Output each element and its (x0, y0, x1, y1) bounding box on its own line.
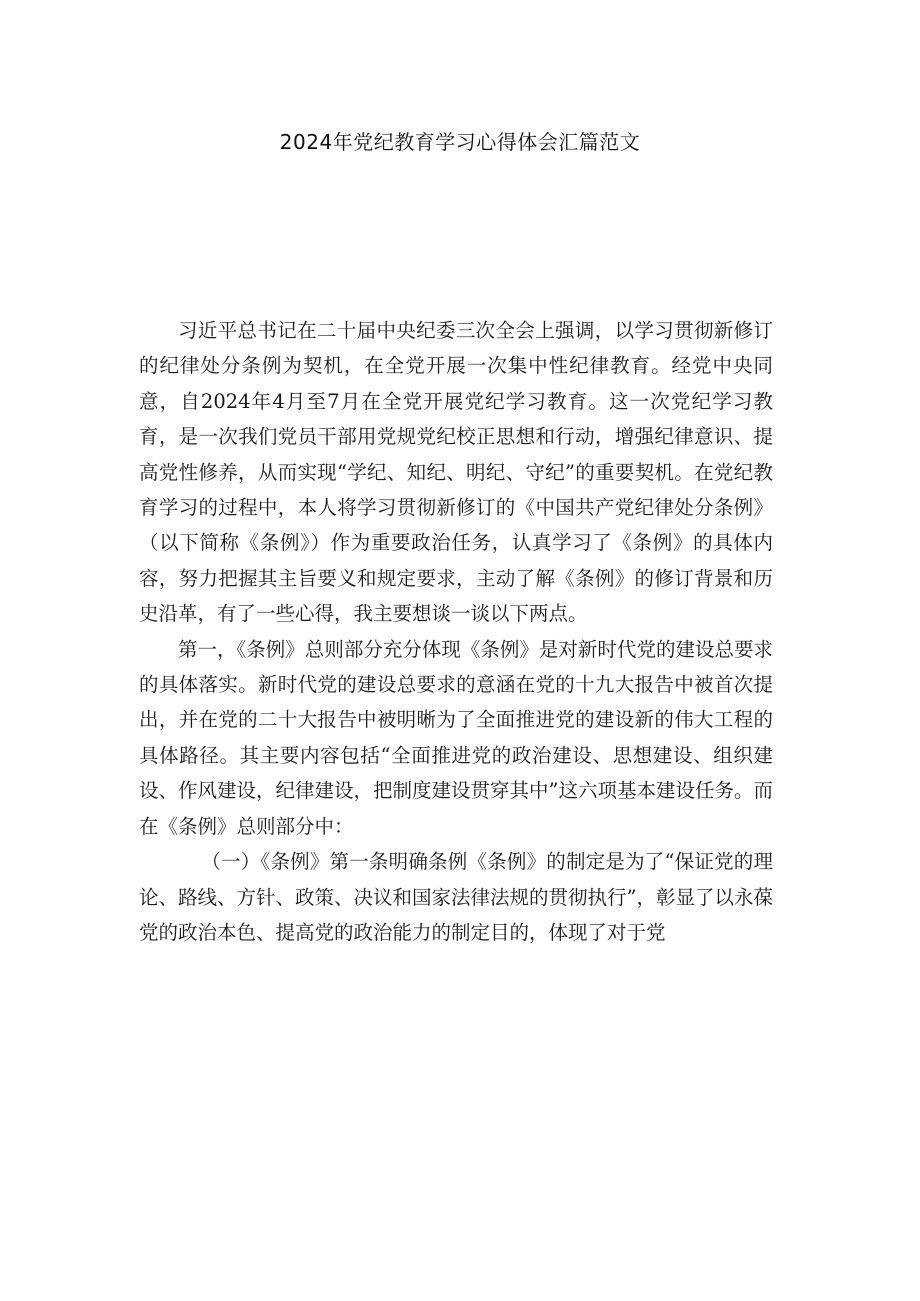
paragraph-sub-point-1: （一）《条例》第一条明确条例《条例》的制定是为了“保证党的理论、路线、方针、政策、决议和国家法律法规的贯彻执行”，彰显了以永葆党的政治本色、提高党的政治能力的制定目的，体现了对于党 (139, 850, 773, 944)
document-body (139, 313, 773, 950)
paragraph-intro: 习近平总书记在二十届中央纪委三次全会上强调，以学习贯彻新修订的纪律处分条例为契机，在全党开展一次集中性纪律教育。经党中央同意，自2024年4月至7月在全党开展党纪学习教育。这一次党纪学习教育，是一次我们党员干部用党规党纪校正思想和行动，增强纪律意识、提高党性修养，从而实现“学纪、知纪、明纪、守纪”的重要契机。在党纪教育学习的过程中，本人将学习贯彻新修订的《中国共产党纪律处分条例》（以下简称《条例》）作为重要政治任务，认真学习了《条例》的具体内容，努力把握其主旨要义和规定要求，主动了解《条例》的修订背景和历史沿革，有了一些心得，我主要想谈一谈以下两点。 (139, 319, 773, 626)
paragraph-first-point: 第一，《条例》总则部分充分体现《条例》是对新时代党的建设总要求的具体落实。新时代党的建设总要求的意涵在党的十九大报告中被首次提出，并在党的二十大报告中被明晰为了全面推进党的建设新的伟大工程的具体路径。其主要内容包括“全面推进党的政治建设、思想建设、组织建设、作风建设，纪律建设，把制度建设贯穿其中”这六项基本建设任务。而在《条例》总则部分中： (139, 637, 773, 838)
document-title: 2024年党纪教育学习心得体会汇篇范文 (279, 130, 641, 154)
